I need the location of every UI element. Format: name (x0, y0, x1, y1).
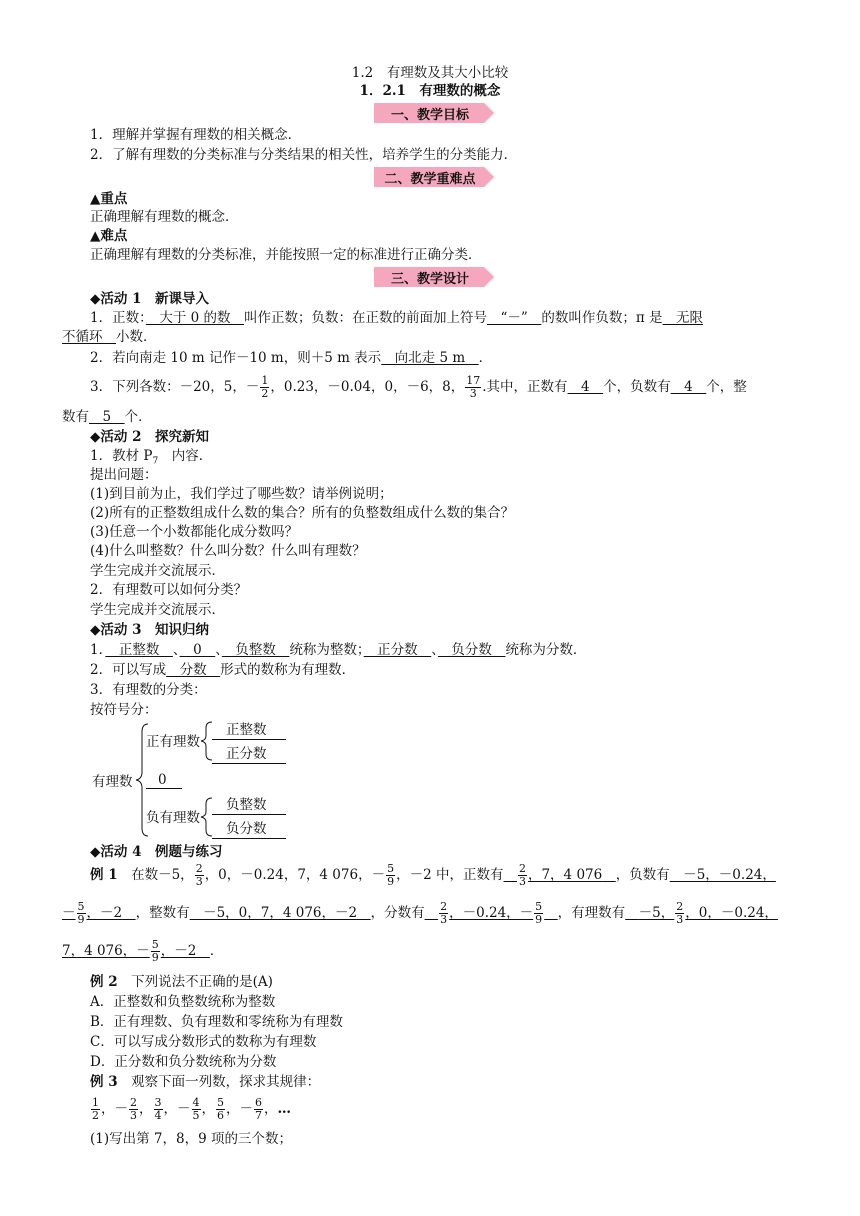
banner-objectives (374, 103, 498, 123)
tree-negative-fraction: 负分数 (226, 821, 267, 837)
activity-1-heading: ◆活动 1 新课导入 (90, 291, 209, 307)
tree-positive: 正有理数 (146, 734, 200, 750)
answer-blank: 向北走 5 m (381, 350, 479, 366)
questions-intro: 提出问题： (90, 467, 158, 483)
question-4: (4)什么叫整数？什么叫分数？什么叫有理数？ (90, 543, 366, 559)
sequence-sign: － (177, 1101, 191, 1117)
banner-keypoints (374, 167, 498, 187)
example-1-line-1: 例 1 在数－5， $\frac{2}{3}$ ，0，－0.24，7，4 076，－ $\frac{5}{9}$ ，－2 中，正数有 $\frac{2}{3}$ ，7，4 076 ，负数有 －5，－0.24， (90, 862, 776, 888)
answer-blank: 不循环 (62, 329, 103, 345)
activity-2-heading: ◆活动 2 探究新知 (90, 429, 209, 445)
banner-label: 二、教学重难点 (384, 172, 476, 187)
answer-blank: 无限 (662, 310, 703, 326)
banner-design (374, 267, 498, 287)
answer-blank: 4 (567, 379, 604, 395)
answer-blank: 5 (89, 409, 125, 425)
sequence-term: $\frac{6}{7}$ (255, 1096, 262, 1122)
answer-blank: 正分数 (363, 642, 432, 658)
answer-blank: －5，－0.24， (669, 867, 776, 883)
activity-1-line-3-cont: 数有 5 个． (62, 409, 152, 425)
tree-positive-fraction: 正分数 (226, 746, 267, 762)
activity-1-line-3: 3．下列各数：－20，5，－ $\frac{1}{2}$ ，0.23，－0.04，0，－6，8， $\frac{17}{3}$ .其中，正数有 4 个，负数有 4 个，整 (90, 374, 747, 400)
fraction: $\frac{2}{3}$ (195, 862, 203, 888)
sequence-term: $\frac{2}{3}$ (130, 1096, 137, 1122)
banner-label: 三、教学设计 (390, 272, 469, 287)
sequence-sign: － (239, 1101, 253, 1117)
option-a: A．正整数和负整数统称为整数 (90, 994, 276, 1010)
difficulty-text: 正确理解有理数的分类标准，并能按照一定的标准进行正确分类． (90, 247, 482, 263)
option-c: C．可以写成分数形式的数称为有理数 (90, 1034, 317, 1050)
objective-2: 2．了解有理数的分类标准与分类结果的相关性，培养学生的分类能力． (90, 147, 518, 163)
activity-1-line-2: 2．若向南走 10 m 记作－10 m，则＋5 m 表示 向北走 5 m ． (90, 350, 493, 366)
answer-blank: －5，0，7，4 076，－2 (189, 905, 371, 921)
answer-blank: 负整数 (221, 642, 290, 658)
example-3-sequence: $\frac{1}{2}$ ，－ $\frac{2}{3}$ ， $\frac{3}{4}$ ，－ $\frac{4}{5}$ ， $\frac{5}{6}$ ，－ $\frac{6}{7}$ ，… (92, 1096, 291, 1122)
activity-3-line-2: 2．可以写成 分数 形式的数称为有理数． (90, 662, 356, 678)
answer-blank: 正整数 (105, 642, 173, 658)
question-2: (2)所有的正整数组成什么数的集合？所有的负整数组成什么数的集合？ (90, 505, 515, 521)
activity-3-line-1: 1． 正整数 、 0 、 负整数 统称为整数； 正分数 、 负分数 统称为分数． (90, 642, 587, 658)
student-task-2: 学生完成并交流展示． (90, 602, 225, 618)
fraction: $\frac{1}{2}$ (261, 374, 269, 400)
answer-blank: － $\frac{5}{9}$ ，－2 (62, 900, 123, 926)
answer-line (212, 814, 286, 815)
answer-blank: 负分数 (437, 642, 506, 658)
difficulty-heading: ▲难点 (90, 228, 128, 244)
example-3-question-1: (1)写出第 7，8，9 项的三个数； (90, 1131, 292, 1147)
example-2: 例 2 下列说法不正确的是(A) (90, 974, 273, 990)
answer-blank: 大于 0 的数 (145, 310, 245, 326)
answer-blank: “－” (487, 310, 542, 326)
answer-blank: 4 (670, 379, 707, 395)
tree-root: 有理数 (92, 774, 133, 790)
answer-line (212, 838, 286, 839)
answer-line (212, 739, 286, 740)
sequence-term: $\frac{1}{2}$ (92, 1096, 99, 1122)
sequence-term: $\frac{3}{4}$ (154, 1096, 162, 1122)
objective-1: 1．理解并掌握有理数的相关概念． (90, 127, 302, 143)
activity-1-line-1-cont: 不循环 小数． (62, 329, 157, 345)
activity-3-heading: ◆活动 3 知识归纳 (90, 622, 209, 638)
key-point-text: 正确理解有理数的概念． (90, 209, 239, 225)
activity-1-line-1: 1．正数： 大于 0 的数 叫作正数；负数：在正数的前面加上符号 “－” 的数叫作负数；π 是 无限 (90, 310, 703, 326)
sequence-term: $\frac{5}{6}$ (217, 1096, 224, 1122)
answer-blank: －5， $\frac{2}{3}$ ，0，－0.24， (638, 900, 778, 926)
tree-zero: 0 (158, 772, 167, 788)
sequence-sign: － (114, 1101, 128, 1117)
activity-3-line-3: 3．有理数的分类： (90, 682, 207, 698)
answer-blank: 分数 (166, 662, 221, 678)
answer-line (212, 763, 286, 764)
answer-blank: $\frac{2}{3}$ ，－0.24，－ $\frac{5}{9}$ (440, 900, 543, 926)
tree-positive-integer: 正整数 (226, 722, 267, 738)
key-point-heading: ▲重点 (90, 191, 128, 207)
activity-4-heading: ◆活动 4 例题与练习 (90, 844, 223, 860)
question-1: (1)到目前为止，我们学过了哪些数？请举例说明； (90, 486, 393, 502)
banner-label: 一、教学目标 (390, 108, 469, 123)
option-d: D．正分数和负分数统称为分数 (90, 1054, 277, 1070)
answer-line (146, 788, 182, 789)
activity-2-line-2: 2．有理数可以如何分类？ (90, 582, 248, 598)
tree-negative-integer: 负整数 (226, 797, 267, 813)
lesson-title: 1．2.1 有理数的概念 (359, 83, 501, 99)
tree-negative: 负有理数 (146, 810, 200, 826)
sequence-term: $\frac{4}{5}$ (192, 1096, 200, 1122)
example-1-line-3: 7，4 076，－ $\frac{5}{9}$ ，－2 ． (62, 938, 224, 964)
fraction: $\frac{17}{3}$ (466, 374, 481, 400)
activity-3-line-4: 按符号分： (90, 702, 158, 718)
answer-blank: 7，4 076，－ $\frac{5}{9}$ ，－2 (62, 938, 210, 964)
option-b: B．正有理数、负有理数和零统称为有理数 (90, 1014, 343, 1030)
answer-blank: 0 (179, 642, 216, 658)
example-3: 例 3 观察下面一列数，探求其规律： (90, 1074, 321, 1090)
activity-2-line-1: 1．教材 $P_7$ 内容． (90, 448, 213, 467)
answer-blank: $\frac{2}{3}$ ，7，4 076 (518, 862, 603, 888)
question-3: (3)任意一个小数都能化成分数吗？ (90, 524, 299, 540)
example-1-line-2: － $\frac{5}{9}$ ，－2 ，整数有 －5，0，7，4 076，－2 ，分数有 $\frac{2}{3}$ ，－0.24，－ $\frac{5}{9}$ ，有理数有 －5， $\frac{2}{3}$ ，0，－0.24， (62, 900, 778, 926)
section-title: 1.2 有理数及其大小比较 (351, 65, 509, 81)
student-task-1: 学生完成并交流展示． (90, 563, 225, 579)
fraction: $\frac{5}{9}$ (387, 862, 395, 888)
